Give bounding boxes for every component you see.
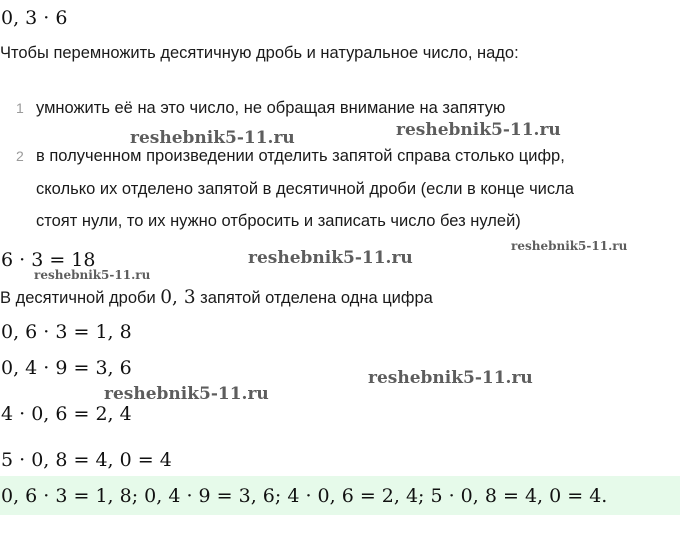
note-before: В десятичной дроби (0, 289, 161, 307)
step-number-1: 1 (16, 100, 24, 116)
note-after: запятой отделена одна цифра (195, 289, 433, 307)
watermark: reshebnik5-11.ru (511, 239, 628, 253)
step-2-line-2: сколько их отделено запятой в десятичной дроби (если в конце числа (36, 180, 574, 198)
watermark: reshebnik5-11.ru (130, 128, 295, 148)
equation-1: 0, 6 · 3 = 1, 8 (1, 321, 132, 343)
equation-2: 0, 4 · 9 = 3, 6 (1, 357, 132, 379)
watermark: reshebnik5-11.ru (248, 248, 413, 268)
watermark: reshebnik5-11.ru (396, 120, 561, 140)
watermark: reshebnik5-11.ru (368, 368, 533, 388)
step-number-2: 2 (16, 148, 24, 164)
product-expression: 6 · 3 = 18 (1, 249, 96, 271)
step-1-line-1: умножить её на это число, не обращая внимание на запятую (36, 99, 506, 117)
watermark: reshebnik5-11.ru (34, 268, 151, 282)
note-math: 0, 3 (160, 287, 196, 308)
step-2-line-1: в полученном произведении отделить запятой справа столько цифр, (36, 147, 565, 165)
step-2-line-3: стоят нули, то их нужно отбросить и записать число без нулей) (36, 212, 521, 230)
problem-expression: 0, 3 · 6 (1, 7, 68, 29)
intro-text: Чтобы перемножить десятичную дробь и натуральное число, надо: (0, 44, 519, 62)
watermark: reshebnik5-11.ru (104, 384, 269, 404)
equation-3: 4 · 0, 6 = 2, 4 (1, 403, 132, 425)
answer-text: 0, 6 · 3 = 1, 8; 0, 4 · 9 = 3, 6; 4 · 0, 6 = 2, 4; 5 · 0, 8 = 4, 0 = 4. (1, 485, 608, 507)
equation-4: 5 · 0, 8 = 4, 0 = 4 (1, 449, 172, 471)
note-text (0, 287, 433, 309)
answer-box (0, 476, 680, 515)
